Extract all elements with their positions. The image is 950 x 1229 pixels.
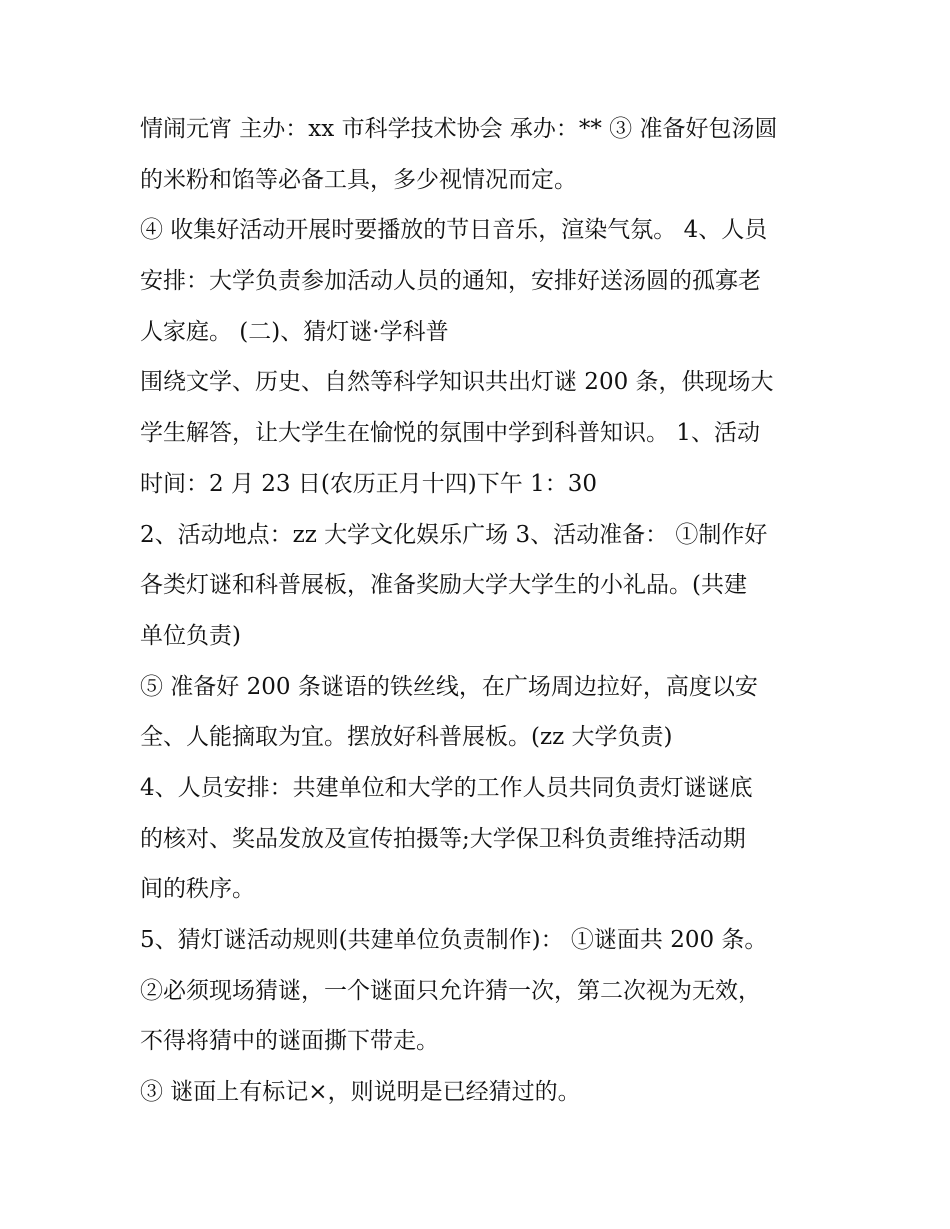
text-line: 4、人员安排：共建单位和大学的工作人员共同负责灯谜谜底 xyxy=(140,774,753,801)
text-line: 的米粉和馅等必备工具，多少视情况而定。 xyxy=(140,166,577,193)
text-line: 全、人能摘取为宜。摆放好科普展板。(zz 大学负责) xyxy=(140,724,673,751)
text-line: 5、猜灯谜活动规则(共建单位负责制作)： ①谜面共 200 条。 xyxy=(140,927,768,953)
text-line: 单位负责) xyxy=(140,622,241,649)
text-line: 的核对、奖品发放及宣传拍摄等;大学保卫科负责维持活动期 xyxy=(140,825,746,852)
document-body xyxy=(140,104,816,1118)
text-line: 2、活动地点：zz 大学文化娱乐广场 3、活动准备： ①制作好 xyxy=(140,521,768,548)
text-line: 时间：2 月 23 日(农历正月十四)下午 1：30 xyxy=(140,470,597,497)
text-line: ⑤ 准备好 200 条谜语的铁丝线，在广场周边拉好，高度以安 xyxy=(140,673,758,700)
text-line: 间的秩序。 xyxy=(140,876,255,903)
text-line: ④ 收集好活动开展时要播放的节日音乐，渲染气氛。 4、人员 xyxy=(140,217,768,244)
text-line: 不得将猜中的谜面撕下带走。 xyxy=(140,1028,439,1055)
text-line: 围绕文学、历史、自然等科学知识共出灯谜 200 条，供现场大 xyxy=(140,369,774,396)
text-line: 安排：大学负责参加活动人员的通知，安排好送汤圆的孤寡老 xyxy=(140,268,761,295)
text-line: 各类灯谜和科普展板，准备奖励大学大学生的小礼品。(共建 xyxy=(140,572,747,599)
text-line: 学生解答，让大学生在愉悦的氛围中学到科普知识。 1、活动 xyxy=(140,420,760,447)
text-line: ②必须现场猜谜，一个谜面只允许猜一次，第二次视为无效， xyxy=(140,977,761,1004)
text-line: 人家庭。 (二)、猜灯谜·学科普 xyxy=(140,318,449,345)
text-line: 情闹元宵 主办：xx 市科学技术协会 承办：** ③ 准备好包汤圆 xyxy=(140,116,778,142)
text-line: ③ 谜面上有标记×，则说明是已经猜过的。 xyxy=(140,1079,581,1106)
